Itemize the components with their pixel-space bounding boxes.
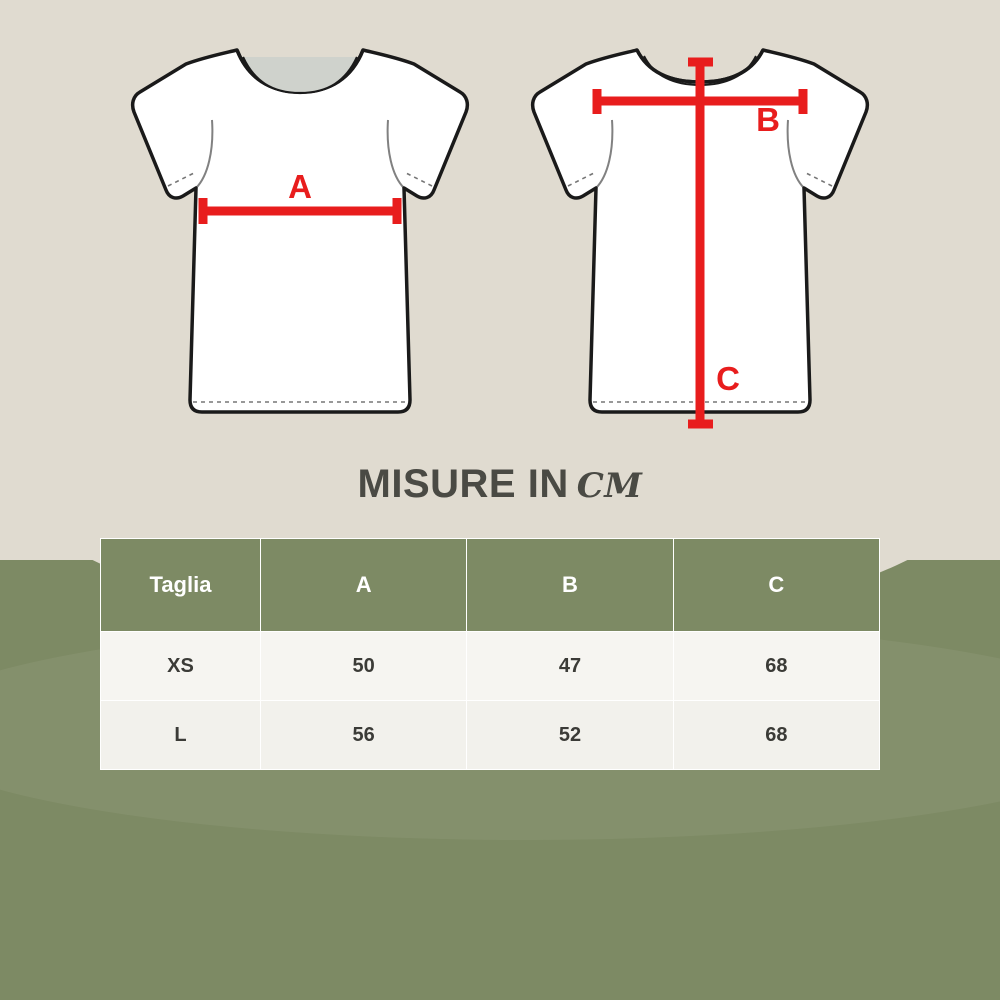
cell-c: 68 (673, 632, 879, 701)
table-header-row (101, 539, 880, 632)
cell-b: 52 (467, 701, 673, 770)
cell-a: 56 (261, 701, 467, 770)
table-header-c: C (673, 539, 879, 632)
tshirt-front-illustration (133, 50, 468, 412)
table-header-taglia: Taglia (101, 539, 261, 632)
shirt-illustrations (0, 0, 1000, 450)
table-header-b: B (467, 539, 673, 632)
page-title-text: MISURE IN (357, 462, 569, 506)
cell-c: 68 (673, 701, 879, 770)
measure-label-a: A (288, 168, 312, 205)
table-row (101, 632, 880, 701)
table-row (101, 701, 880, 770)
measure-label-c: C (716, 360, 740, 397)
cell-size: L (101, 701, 261, 770)
page-title-unit: CM (576, 466, 643, 506)
table-header-a: A (261, 539, 467, 632)
cell-b: 47 (467, 632, 673, 701)
cell-a: 50 (261, 632, 467, 701)
size-table (100, 538, 880, 770)
page-title (0, 462, 1000, 507)
measure-label-b: B (756, 101, 780, 138)
cell-size: XS (101, 632, 261, 701)
